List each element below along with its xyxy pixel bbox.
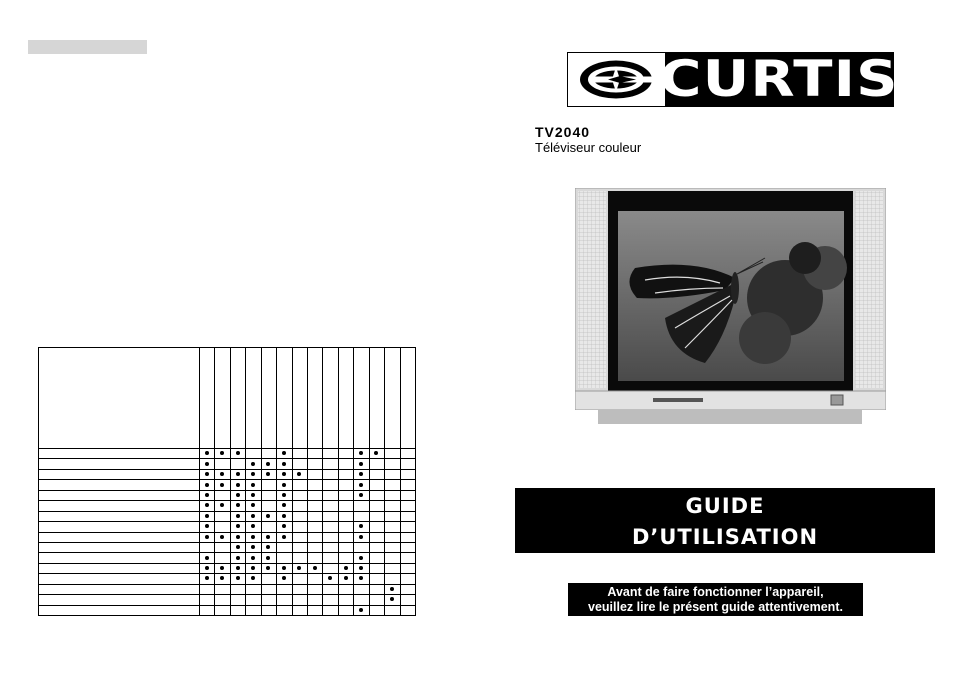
table-cell-dot [205, 503, 209, 507]
table-cell-dot [251, 483, 255, 487]
guide-title-banner [515, 488, 935, 553]
troubleshooting-table [38, 347, 416, 616]
table-cell-dot [251, 462, 255, 466]
table-row-line [39, 479, 415, 480]
table-row-line [39, 448, 415, 449]
table-cell-dot [205, 493, 209, 497]
table-cell-dot [344, 576, 348, 580]
table-cell-dot [282, 462, 286, 466]
table-row-line [39, 563, 415, 564]
table-row-line [39, 500, 415, 501]
table-cell-dot [236, 483, 240, 487]
table-cell-dot [282, 576, 286, 580]
table-cell-dot [251, 472, 255, 476]
table-cell-dot [359, 524, 363, 528]
table-row-line [39, 573, 415, 574]
table-row-line [39, 521, 415, 522]
table-cell-dot [297, 566, 301, 570]
table-cell-dot [205, 556, 209, 560]
table-cell-dot [251, 514, 255, 518]
table-cell-dot [236, 451, 240, 455]
table-cell-dot [344, 566, 348, 570]
table-cell-dot [205, 483, 209, 487]
table-cell-dot [236, 566, 240, 570]
table-cell-dot [359, 493, 363, 497]
table-cell-dot [236, 493, 240, 497]
table-cell-dot [236, 472, 240, 476]
table-cell-dot [236, 535, 240, 539]
table-cell-dot [328, 576, 332, 580]
table-column-line [353, 348, 354, 615]
table-column-line [261, 348, 262, 615]
table-column-line [199, 348, 200, 615]
table-cell-dot [205, 514, 209, 518]
notice-line1: Avant de faire fonctionner l’appareil, [607, 585, 824, 599]
table-cell-dot [282, 566, 286, 570]
table-cell-dot [282, 493, 286, 497]
curtis-logo [567, 50, 899, 108]
table-row-line [39, 605, 415, 606]
table-cell-dot [266, 545, 270, 549]
table-column-line [276, 348, 277, 615]
table-cell-dot [282, 535, 286, 539]
table-cell-dot [251, 524, 255, 528]
table-column-line [322, 348, 323, 615]
product-description: Téléviseur couleur [535, 140, 642, 155]
table-column-line [307, 348, 308, 615]
table-cell-dot [374, 451, 378, 455]
table-column-line [338, 348, 339, 615]
table-cell-dot [205, 472, 209, 476]
table-cell-dot [251, 503, 255, 507]
table-cell-dot [390, 587, 394, 591]
table-cell-dot [205, 462, 209, 466]
tv-illustration [575, 188, 886, 410]
table-cell-dot [359, 566, 363, 570]
table-row-line [39, 584, 415, 585]
table-cell-dot [313, 566, 317, 570]
table-column-line [292, 348, 293, 615]
table-cell-dot [359, 535, 363, 539]
table-cell-dot [236, 556, 240, 560]
guide-title-line2: D’UTILISATION [631, 525, 819, 549]
table-cell-dot [266, 462, 270, 466]
table-cell-dot [236, 545, 240, 549]
table-cell-dot [359, 576, 363, 580]
tv-stand [598, 410, 862, 424]
table-cell-dot [236, 514, 240, 518]
section-label-bar [28, 40, 147, 54]
table-cell-dot [359, 556, 363, 560]
table-column-line [400, 348, 401, 615]
table-cell-dot [266, 535, 270, 539]
table-cell-dot [236, 503, 240, 507]
table-cell-dot [282, 524, 286, 528]
table-cell-dot [266, 556, 270, 560]
table-cell-dot [220, 483, 224, 487]
model-number: TV2040 [535, 124, 591, 140]
table-cell-dot [282, 514, 286, 518]
table-cell-dot [282, 483, 286, 487]
table-cell-dot [282, 451, 286, 455]
table-cell-dot [205, 524, 209, 528]
table-cell-dot [220, 472, 224, 476]
table-row-line [39, 532, 415, 533]
notice-line2: veuillez lire le présent guide attentivement. [588, 600, 843, 614]
guide-title-line1: GUIDE [685, 494, 765, 518]
table-row-line [39, 469, 415, 470]
table-cell-dot [220, 503, 224, 507]
table-cell-dot [251, 576, 255, 580]
table-cell-dot [220, 451, 224, 455]
table-cell-dot [220, 566, 224, 570]
read-guide-notice [568, 583, 863, 616]
table-row-line [39, 511, 415, 512]
table-cell-dot [220, 535, 224, 539]
logo-wordmark: CURTIS [659, 50, 899, 108]
table-cell-dot [236, 524, 240, 528]
table-cell-dot [251, 556, 255, 560]
table-cell-dot [251, 566, 255, 570]
table-column-line [214, 348, 215, 615]
table-cell-dot [359, 451, 363, 455]
table-cell-dot [359, 472, 363, 476]
table-row-line [39, 490, 415, 491]
table-cell-dot [282, 503, 286, 507]
table-cell-dot [390, 597, 394, 601]
table-cell-dot [359, 462, 363, 466]
table-cell-dot [220, 576, 224, 580]
table-column-line [230, 348, 231, 615]
table-column-line [369, 348, 370, 615]
table-row-line [39, 458, 415, 459]
table-cell-dot [266, 566, 270, 570]
table-cell-dot [205, 576, 209, 580]
table-cell-dot [251, 493, 255, 497]
table-cell-dot [297, 472, 301, 476]
table-row-line [39, 552, 415, 553]
table-cell-dot [205, 535, 209, 539]
table-cell-dot [266, 472, 270, 476]
table-cell-dot [251, 535, 255, 539]
table-cell-dot [205, 451, 209, 455]
table-cell-dot [251, 545, 255, 549]
table-cell-dot [236, 576, 240, 580]
table-cell-dot [205, 566, 209, 570]
table-column-line [245, 348, 246, 615]
logo-wordmark-band [659, 50, 899, 108]
table-column-line [384, 348, 385, 615]
table-cell-dot [266, 514, 270, 518]
table-cell-dot [282, 472, 286, 476]
table-row-line [39, 542, 415, 543]
table-cell-dot [359, 608, 363, 612]
table-cell-dot [359, 483, 363, 487]
table-row-line [39, 594, 415, 595]
